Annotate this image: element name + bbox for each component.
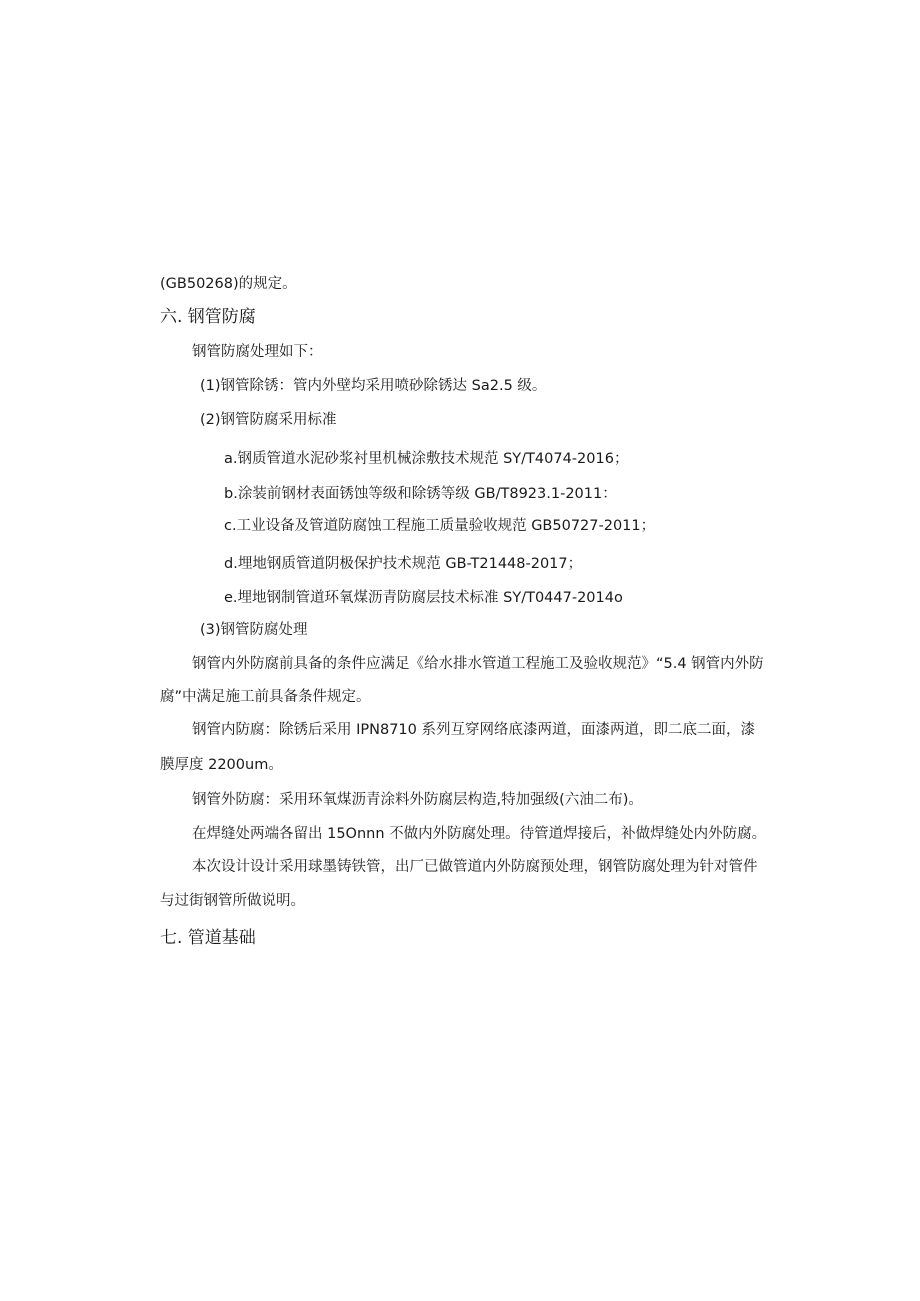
conditions-paragraph-line-2: 腐”中满足施工前具备条件规定。 — [160, 689, 371, 705]
section-7-heading: 七. 管道基础 — [160, 928, 256, 948]
intro-tail-text: (GB50268)的规定。 — [160, 276, 297, 292]
item-1-derusting: (1)钢管除锈：管内外壁均采用喷砂除锈达 Sa2.5 级。 — [200, 378, 547, 394]
item-3-treatment-title: (3)钢管防腐处理 — [200, 622, 308, 638]
inner-anticorrosion-line-2: 膜厚度 2200um。 — [160, 757, 283, 773]
section-6-heading: 六. 钢管防腐 — [160, 307, 256, 327]
design-note-line-2: 与过街钢管所做说明。 — [160, 893, 305, 909]
standard-item-b: b.涂装前钢材表面锈蚀等级和除锈等级 GB/T8923.1-2011： — [224, 486, 617, 502]
inner-anticorrosion-line-1: 钢管内防腐：除锈后采用 IPN8710 系列互穿网络底漆两道，面漆两道，即二底二面，漆 — [192, 722, 755, 738]
design-note-line-1: 本次设计设计采用球墨铸铁管，出厂已做管道内外防腐预处理，钢管防腐处理为针对管件 — [192, 859, 758, 875]
weld-seam-paragraph: 在焊缝处两端各留出 15Onnn 不做内外防腐处理。待管道焊接后，补做焊缝处内外防腐。 — [192, 826, 767, 842]
standard-item-a: a.钢质管道水泥砂浆衬里机械涂敷技术规范 SY/T4074-2016； — [224, 451, 629, 467]
standard-item-d: d.埋地钢质管道阴极保护技术规范 GB-T21448-2017； — [224, 556, 583, 572]
section-6-lead: 钢管防腐处理如下： — [192, 344, 323, 360]
standard-item-e: e.埋地钢制管道环氧煤沥青防腐层技术标准 SY/T0447-2014o — [224, 590, 623, 606]
standard-item-c: c.工业设备及管道防腐蚀工程施工质量验收规范 GB50727-2011； — [224, 518, 656, 534]
conditions-paragraph-line-1: 钢管内外防腐前具备的条件应满足《给水排水管道工程施工及验收规范》“5.4 钢管内外防 — [192, 656, 764, 672]
item-2-standards-title: (2)钢管防腐采用标准 — [200, 412, 337, 428]
outer-anticorrosion-paragraph: 钢管外防腐：采用环氧煤沥青涂料外防腐层构造,特加强级(六油二布)。 — [192, 792, 643, 808]
